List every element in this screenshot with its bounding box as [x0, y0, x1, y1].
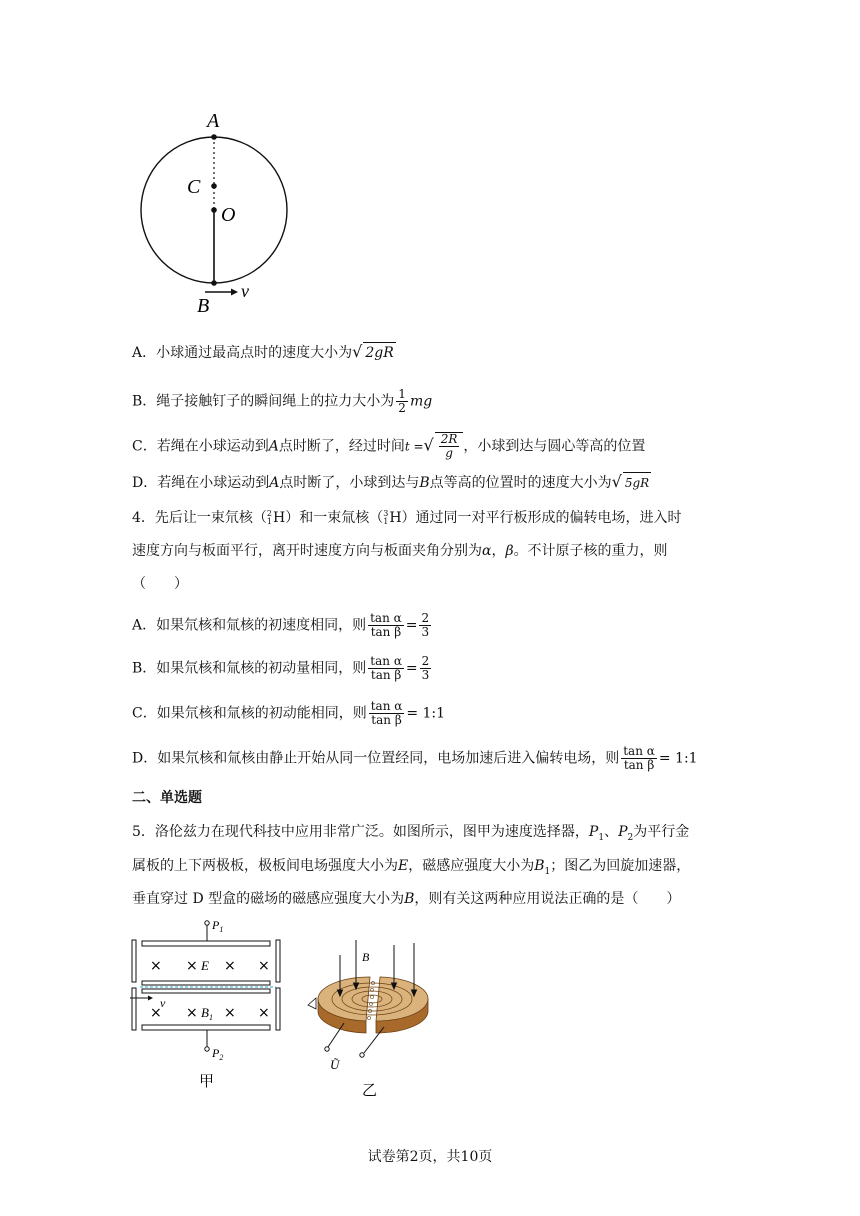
q5-stem-e: ；图乙为回旋加速器， — [550, 858, 691, 874]
terminal-right — [360, 1053, 364, 1057]
point-A — [211, 134, 217, 140]
tan-alpha: tan α — [370, 654, 402, 668]
q3-option-C-text3: ，小球到达与圆心等高的位置 — [463, 438, 646, 455]
isotope-2-numbers — [383, 510, 388, 526]
tan-beta: tan β — [370, 668, 402, 682]
frac-den: 3 — [421, 625, 430, 639]
label-P2-letter: P — [212, 1046, 220, 1060]
q3-option-A-expr: 2gR — [363, 342, 395, 363]
plate-middle-lower — [142, 989, 270, 993]
q3-option-C-text2: 点时断了，经过时间 — [278, 438, 405, 455]
q4-option-B-text: B．如果氘核和氚核的初动量相同，则 — [132, 660, 367, 677]
P2-sub: 2 — [627, 832, 634, 843]
equals-sign: = — [405, 660, 418, 677]
answer-paren: （ ） — [132, 576, 188, 592]
q3-option-D-B: B — [419, 475, 430, 491]
q5-stem-line2 — [132, 856, 690, 882]
isotope-2-mass: 3 — [383, 509, 389, 518]
q5-stem-line1 — [132, 822, 689, 848]
tan-alpha: tan α — [370, 611, 402, 625]
q3-option-A-text: A．小球通过最高点时的速度大小为 — [132, 345, 353, 361]
frac-num: 2 — [421, 654, 430, 668]
P1-sub: 1 — [598, 832, 605, 843]
q4-stem-line3 — [132, 574, 188, 594]
caption-yi: 乙 — [362, 1081, 378, 1099]
beta-symbol: β — [505, 543, 514, 559]
B1-label: B — [534, 858, 545, 874]
q4-option-A — [132, 612, 433, 639]
label-B1-letter: B — [201, 1005, 209, 1020]
isotope-1-charge: 1 — [266, 517, 273, 526]
q3-option-C-sqrt — [435, 432, 464, 460]
plate-middle-upper — [142, 981, 270, 985]
P2-terminal — [205, 1047, 209, 1051]
q3-option-B-tail: mg — [409, 393, 433, 410]
equals-sign: = — [405, 617, 418, 634]
exit-arrowhead — [308, 998, 316, 1009]
q4-stem-line1 — [132, 508, 682, 528]
q3-option-C-text1: C．若绳在小球运动到 — [132, 438, 269, 455]
frac-den: 3 — [421, 668, 430, 682]
q4-stem-d: 速度方向与板面平行，离开时速度方向与板面夹角分别为 — [132, 543, 482, 559]
tan-ratio — [368, 612, 404, 639]
q5-stem-f: 垂直穿过 D 型盒的磁场的磁感应强度大小为 — [132, 891, 405, 907]
cross-mark: × — [258, 958, 270, 974]
q5-stem-b: 为平行金 — [633, 824, 690, 840]
q4-stem-e: 。不计原子核的重力，则 — [513, 543, 668, 559]
q3-option-D-expr: 5gR — [623, 472, 651, 493]
cross-mark: × — [186, 1005, 198, 1021]
tan-beta: tan β — [623, 758, 655, 772]
label-P1-sub: 1 — [219, 925, 224, 934]
q5-stem-c: 属板的上下两极板，极板间电场强度大小为 — [132, 858, 398, 874]
isotope-1-element: H — [273, 510, 286, 526]
caption-jia: 甲 — [199, 1072, 215, 1090]
q5-stem-g: ，则有关这两种应用说法正确的是（ ） — [414, 891, 681, 907]
comma: ， — [491, 543, 506, 559]
P2-label: P — [618, 824, 628, 840]
cross-mark: × — [150, 1005, 162, 1021]
sqrt-icon: √ — [352, 342, 363, 361]
q4-option-A-text: A．如果氘核和氚核的初速度相同，则 — [132, 617, 367, 634]
q5-stem-line3 — [132, 889, 680, 909]
q5-stem-a: 5．洛伦兹力在现代科技中应用非常广泛。如图所示，图甲为速度选择器， — [132, 824, 589, 840]
alpha-symbol: α — [482, 543, 492, 559]
cross-mark: × — [186, 958, 198, 974]
label-E: E — [201, 958, 209, 973]
sqrt-icon: √ — [423, 435, 434, 455]
separator: 、 — [604, 824, 619, 840]
circle-figure — [125, 105, 295, 320]
cross-mark: × — [258, 1005, 270, 1021]
label-P1-letter: P — [212, 918, 220, 932]
P1-terminal — [205, 921, 209, 925]
q3-option-D-text2: 点时断了，小球到达与 — [279, 475, 420, 491]
point-C — [211, 183, 217, 189]
q3-option-D-text1: D．若绳在小球运动到 — [132, 475, 270, 491]
q4-stem-line2 — [132, 541, 668, 561]
tan-beta: tan β — [371, 713, 402, 727]
frac-num: 1 — [398, 387, 406, 401]
q4-stem-a: 4．先后让一束氘核（ — [132, 510, 267, 526]
q3-option-D — [132, 472, 651, 493]
q3-option-C-t: t = — [404, 439, 424, 454]
tan-alpha: tan α — [370, 699, 403, 713]
plate-P1 — [142, 941, 270, 946]
tan-ratio — [369, 700, 405, 727]
velocity-selector-figure — [128, 915, 296, 1095]
isotope-1-mass: 2 — [266, 509, 273, 518]
velocity-arrowhead — [231, 289, 238, 296]
tan-alpha: tan α — [623, 744, 655, 758]
point-O — [211, 207, 217, 213]
label-P2-sub: 2 — [219, 1053, 224, 1062]
q4-option-C-text: C．如果氘核和氚核的初动能相同，则 — [132, 705, 367, 722]
B-label: B — [404, 891, 415, 907]
left-plate-bottom — [132, 988, 136, 1030]
P1-label: P — [588, 824, 599, 840]
q4-stem-c: ）通过同一对平行板形成的偏转电场，进入时 — [401, 510, 682, 526]
q4-option-B-value — [420, 655, 432, 682]
label-U: Ũ — [330, 1057, 340, 1072]
q4-option-A-value — [419, 612, 431, 639]
q3-option-B-fraction — [396, 388, 408, 415]
plate-P2 — [142, 1025, 270, 1030]
q4-option-D — [132, 745, 698, 772]
label-A: A — [207, 110, 220, 132]
q3-option-C — [132, 432, 645, 460]
label-B: B — [362, 950, 370, 964]
q4-stem-b: ）和一束氚核（ — [285, 510, 384, 526]
terminal-wire-right — [364, 1027, 384, 1053]
left-plate-top — [132, 940, 136, 982]
frac-den: 2 — [398, 401, 406, 415]
isotope-1-numbers — [267, 510, 272, 526]
E-label: E — [398, 858, 409, 874]
tan-ratio — [368, 655, 404, 682]
q3-option-A — [132, 342, 396, 363]
q3-option-D-A: A — [269, 475, 280, 491]
sqrt-icon: √ — [611, 472, 622, 491]
cross-mark: × — [224, 958, 236, 974]
label-v: v — [241, 281, 249, 301]
q3-option-C-A: A — [268, 438, 279, 455]
cross-mark: × — [150, 958, 162, 974]
B1-sub: 1 — [544, 866, 551, 877]
label-O: O — [221, 204, 236, 226]
right-plate-top — [276, 940, 280, 982]
label-C: C — [187, 176, 201, 198]
label-B1 — [201, 1005, 213, 1022]
page-footer: 试卷第2页，共10页 — [367, 1149, 493, 1165]
q3-option-C-fraction — [439, 433, 460, 460]
q3-option-B — [132, 388, 432, 415]
label-B1-sub: 1 — [208, 1013, 213, 1022]
frac-num: 2 — [421, 611, 430, 625]
tan-beta: tan β — [370, 625, 402, 639]
q4-option-B — [132, 655, 433, 682]
isotope-2-charge: 1 — [383, 517, 389, 526]
q4-option-D-value: = 1:1 — [658, 750, 698, 767]
cyclotron-figure — [300, 935, 450, 1100]
q3-option-B-text: B．绳子接触钉子的瞬间绳上的拉力大小为 — [132, 393, 395, 410]
frac-den: g — [445, 446, 453, 460]
v-arrowhead — [148, 996, 153, 1001]
frac-num: 2R — [440, 432, 458, 446]
label-v: v — [160, 996, 166, 1010]
point-B — [211, 280, 217, 286]
tan-ratio — [621, 745, 657, 772]
q4-option-D-text: D．如果氘核和氚核由静止开始从同一位置经同，电场加速后进入偏转电场，则 — [132, 750, 620, 767]
section-heading: 二、单选题 — [132, 790, 202, 806]
right-plate-bottom — [276, 988, 280, 1030]
q4-option-C-value: = 1:1 — [406, 705, 446, 722]
isotope-2-element: H — [389, 510, 402, 526]
cross-mark: × — [224, 1005, 236, 1021]
label-P1 — [211, 918, 223, 934]
label-B: B — [197, 295, 210, 317]
q3-option-D-text3: 点等高的位置时的速度大小为 — [429, 475, 612, 491]
q5-stem-d: ，磁感应强度大小为 — [408, 858, 535, 874]
terminal-left — [325, 1047, 329, 1051]
q4-option-C — [132, 700, 445, 727]
label-P2 — [211, 1046, 223, 1062]
